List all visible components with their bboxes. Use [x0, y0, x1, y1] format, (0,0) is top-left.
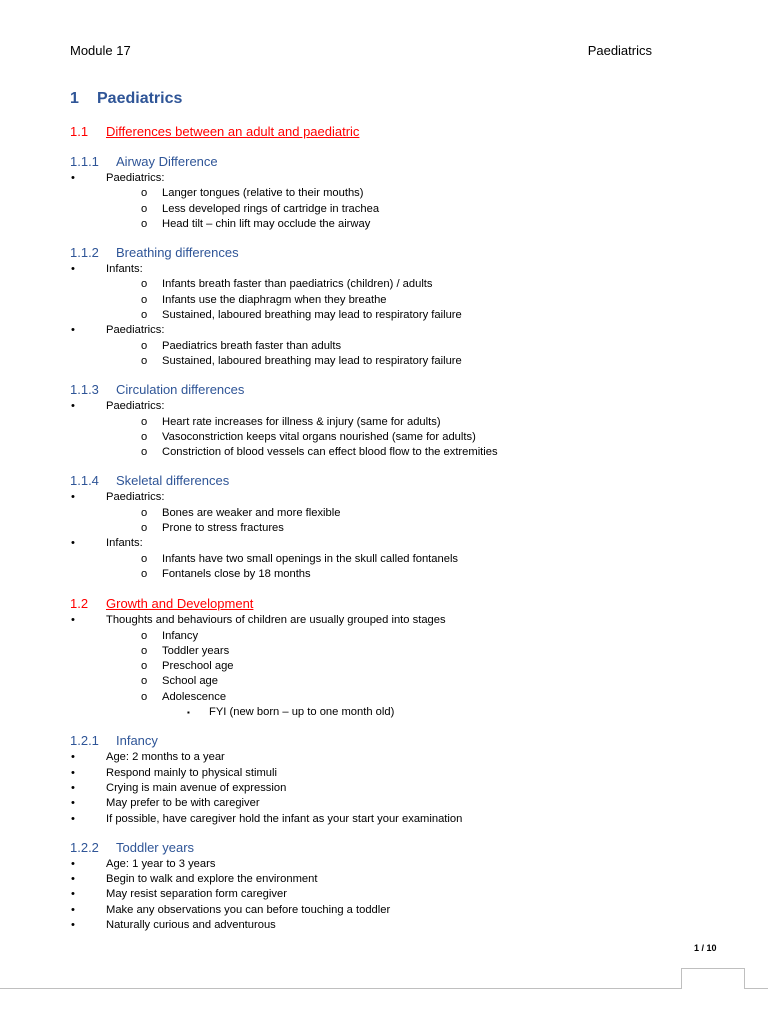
- bullet-icon: •: [71, 812, 75, 825]
- list-item: o Head tilt – chin lift may occlude the airway: [70, 217, 710, 232]
- heading-number: 1.1.4: [70, 473, 99, 489]
- heading-1-2-1: [70, 732, 710, 750]
- bullet-list: [70, 399, 710, 460]
- circle-bullet-icon: o: [141, 430, 148, 443]
- list-item: o Constriction of blood vessels can effect blood flow to the extremities: [70, 445, 710, 460]
- bullet-list: [70, 613, 710, 720]
- heading-number: 1.2.1: [70, 733, 99, 749]
- bullet-icon: •: [71, 614, 75, 627]
- circle-bullet-icon: o: [141, 446, 148, 459]
- list-item: • Crying is main avenue of expression: [70, 781, 710, 796]
- bullet-list: [70, 490, 710, 582]
- heading-1-1-4: [70, 472, 710, 490]
- list-item: • Paediatrics:: [70, 399, 710, 414]
- bullet-icon: •: [71, 888, 75, 901]
- list-item: • Paediatrics:: [70, 490, 710, 505]
- bullet-icon: •: [71, 491, 75, 504]
- list-item: o Paediatrics breath faster than adults: [70, 339, 710, 354]
- circle-bullet-icon: o: [141, 567, 148, 580]
- list-item: o Vasoconstriction keeps vital organs nourished (same for adults): [70, 430, 710, 445]
- circle-bullet-icon: o: [141, 522, 148, 535]
- list-item: o Infants use the diaphragm when they breathe: [70, 293, 710, 308]
- list-item: o Sustained, laboured breathing may lead to respiratory failure: [70, 354, 710, 369]
- bullet-icon: •: [71, 797, 75, 810]
- header-module: Module 17: [70, 43, 131, 58]
- list-item: o Infancy: [70, 629, 710, 644]
- circle-bullet-icon: o: [141, 644, 148, 657]
- bullet-icon: •: [71, 766, 75, 779]
- list-item: • May resist separation form caregiver: [70, 887, 710, 902]
- list-item: o Adolescence: [70, 690, 710, 705]
- list-item: o Bones are weaker and more flexible: [70, 506, 710, 521]
- circle-bullet-icon: o: [141, 629, 148, 642]
- heading-1-1-2: [70, 244, 710, 262]
- list-item: o Heart rate increases for illness & injury (same for adults): [70, 415, 710, 430]
- bullet-list: [70, 750, 710, 826]
- bullet-icon: •: [71, 172, 75, 184]
- circle-bullet-icon: o: [141, 660, 148, 673]
- heading-text: Differences between an adult and paediatric: [106, 124, 360, 139]
- heading-1-1-3: [70, 381, 710, 399]
- heading-text: Infancy: [116, 733, 158, 749]
- list-item: • Age: 2 months to a year: [70, 750, 710, 765]
- list-item: o Toddler years: [70, 644, 710, 659]
- list-item: • Thoughts and behaviours of children are usually grouped into stages: [70, 613, 710, 628]
- heading-text: Breathing differences: [116, 245, 239, 261]
- heading-number: 1.2: [70, 596, 89, 612]
- heading-number: 1.1.1: [70, 154, 99, 169]
- list-item: ▪ FYI (new born – up to one month old): [70, 705, 710, 720]
- bullet-icon: •: [71, 857, 75, 870]
- list-item: o Infants have two small openings in the skull called fontanels: [70, 552, 710, 567]
- heading-1-1: [70, 123, 710, 141]
- bullet-list: [70, 857, 710, 933]
- circle-bullet-icon: o: [141, 187, 148, 200]
- list-item: • Paediatrics:: [70, 323, 710, 338]
- heading-1: [70, 88, 710, 110]
- footer-tab: [681, 968, 745, 989]
- circle-bullet-icon: o: [141, 552, 148, 565]
- heading-number: 1.1.3: [70, 382, 99, 398]
- heading-text: Circulation differences: [116, 382, 245, 398]
- bullet-icon: •: [71, 903, 75, 916]
- list-item: • Naturally curious and adventurous: [70, 918, 710, 933]
- list-item: o Sustained, laboured breathing may lead to respiratory failure: [70, 308, 710, 323]
- heading-text: Paediatrics: [97, 90, 183, 107]
- list-item: • Age: 1 year to 3 years: [70, 857, 710, 872]
- circle-bullet-icon: o: [141, 506, 148, 519]
- square-bullet-icon: ▪: [187, 708, 190, 718]
- document-body: [70, 88, 710, 933]
- circle-bullet-icon: o: [141, 690, 148, 703]
- heading-1-2-2: [70, 839, 710, 857]
- list-item: • Make any observations you can before touching a toddler: [70, 903, 710, 918]
- bullet-icon: •: [71, 400, 75, 413]
- circle-bullet-icon: o: [141, 339, 148, 352]
- circle-bullet-icon: o: [141, 293, 148, 306]
- circle-bullet-icon: o: [141, 309, 148, 322]
- heading-number: 1: [70, 90, 79, 107]
- bullet-list: [70, 171, 710, 232]
- circle-bullet-icon: o: [141, 217, 148, 230]
- heading-1-2: [70, 595, 710, 613]
- heading-number: 1.1: [70, 124, 89, 139]
- list-item: • Infants:: [70, 262, 710, 277]
- bullet-icon: •: [71, 751, 75, 764]
- circle-bullet-icon: o: [141, 278, 148, 291]
- heading-1-1-1: [70, 153, 710, 171]
- header-title: Paediatrics: [587, 43, 652, 58]
- page-number: 1 / 10: [694, 943, 717, 953]
- list-item: • Respond mainly to physical stimuli: [70, 766, 710, 781]
- bullet-icon: •: [71, 537, 75, 550]
- list-item: o Langer tongues (relative to their mouths): [70, 186, 710, 201]
- footer-divider: [0, 988, 768, 989]
- heading-text: Airway Difference: [116, 154, 218, 169]
- heading-text: Toddler years: [116, 839, 195, 855]
- list-item: • If possible, have caregiver hold the infant as your start your examination: [70, 812, 710, 827]
- bullet-icon: •: [71, 324, 75, 337]
- list-item: • Begin to walk and explore the environment: [70, 872, 710, 887]
- list-item: o Preschool age: [70, 659, 710, 674]
- bullet-icon: •: [71, 781, 75, 794]
- circle-bullet-icon: o: [141, 354, 148, 367]
- heading-number: 1.2.2: [70, 839, 99, 855]
- circle-bullet-icon: o: [141, 202, 148, 215]
- heading-text: Growth and Development: [106, 596, 254, 612]
- list-item: o Fontanels close by 18 months: [70, 567, 710, 582]
- circle-bullet-icon: o: [141, 675, 148, 688]
- bullet-list: [70, 262, 710, 369]
- list-item: o Infants breath faster than paediatrics (children) / adults: [70, 277, 710, 292]
- heading-number: 1.1.2: [70, 245, 99, 261]
- list-item: • May prefer to be with caregiver: [70, 796, 710, 811]
- list-item: • Paediatrics:: [70, 171, 710, 186]
- circle-bullet-icon: o: [141, 415, 148, 428]
- list-item: o School age: [70, 674, 710, 689]
- bullet-icon: •: [71, 918, 75, 931]
- list-item: o Prone to stress fractures: [70, 521, 710, 536]
- list-item: • Infants:: [70, 536, 710, 551]
- list-item: o Less developed rings of cartridge in trachea: [70, 202, 710, 217]
- bullet-icon: •: [71, 263, 75, 276]
- heading-text: Skeletal differences: [116, 473, 230, 489]
- bullet-icon: •: [71, 873, 75, 886]
